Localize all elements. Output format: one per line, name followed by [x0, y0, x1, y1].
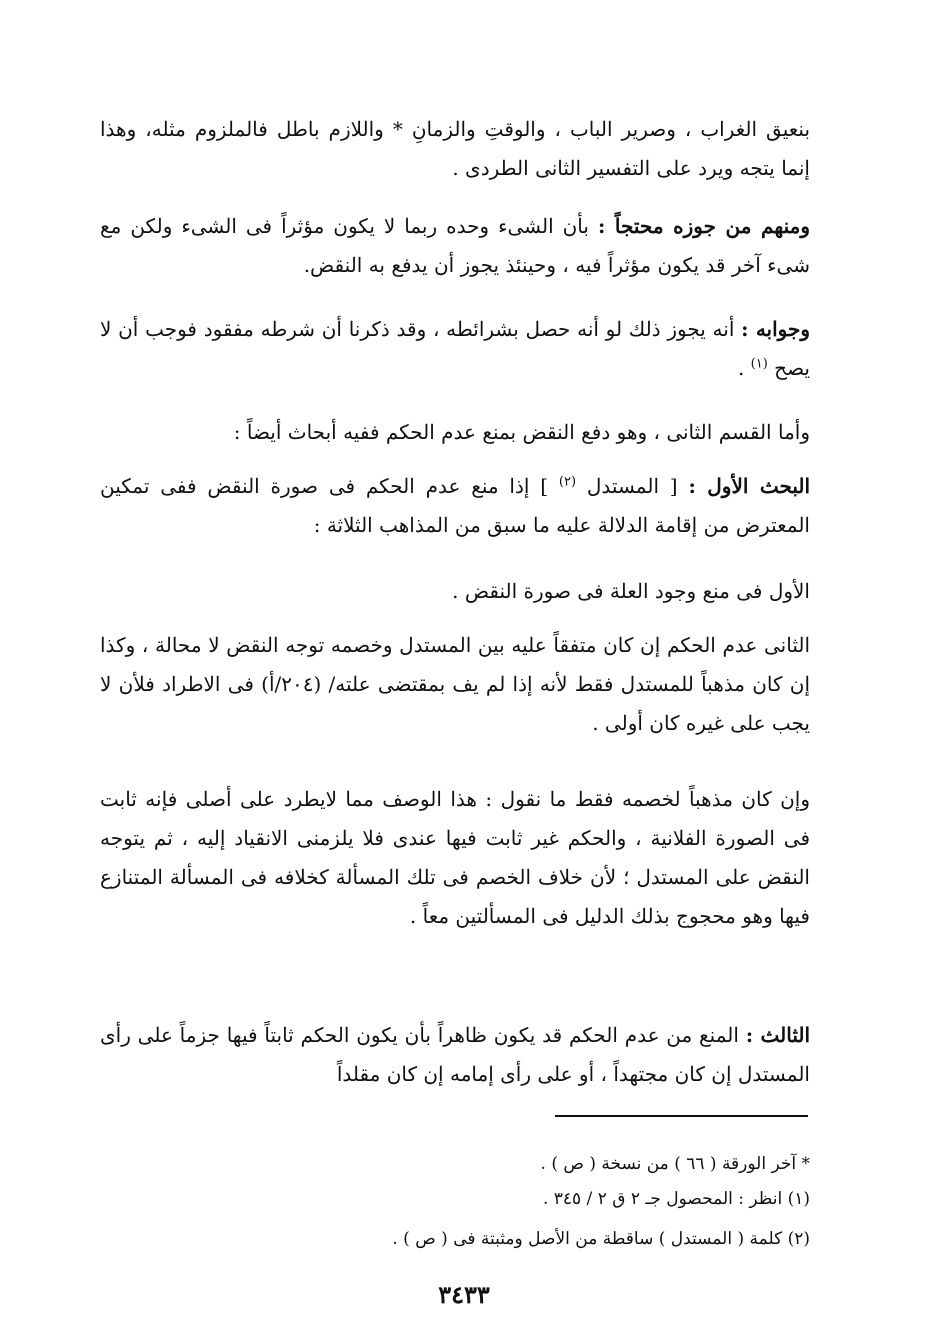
- paragraph-8-line-1: وإن كان مذهباً لخصمه فقط ما نقول : هذا الوصف مما لايطرد على أصلى: [185, 787, 811, 811]
- paragraph-2: [100, 207, 810, 285]
- footnote-ref-1: (١): [750, 356, 768, 372]
- paragraph-1-line-2: مثله، وهذا إنما يتجه ويرد على التفسير الثانى الطردى .: [100, 117, 810, 180]
- paragraph-3-lead: وجوابه :: [741, 317, 811, 341]
- footnote-separator: [555, 1115, 808, 1117]
- paragraph-8-line-5: معاً .: [409, 904, 450, 928]
- paragraph-8: [100, 780, 810, 936]
- footnote-2: (٢) كلمة ( المستدل ) ساقطة من الأصل ومثبتة فى ( ص ) .: [392, 1229, 810, 1249]
- paragraph-3-line-2: فوجب أن لا يصح: [100, 317, 810, 380]
- paragraph-7: [100, 626, 810, 743]
- paragraph-5: [100, 467, 810, 545]
- paragraph-7-line-2: محالة ، وكذا إن كان مذهباً للمستدل فقط لأنه إذا لم يف بمقتضى: [100, 633, 810, 696]
- footnote-1: (١) انظر : المحصول جـ ٢ ق ٢ / ٣٤٥ .: [542, 1189, 810, 1209]
- paragraph-9-line-2: جزماً على رأى المستدل إن كان مجتهداً ، أو على رأى إمامه إن كان مقلداً: [100, 1023, 810, 1086]
- paragraph-6: [100, 572, 810, 611]
- paragraph-3-tail: .: [737, 356, 745, 380]
- footnote-ref-2: (٢): [558, 474, 577, 490]
- paragraph-1-line-1: بنعيق الغراب ، وصرير الباب ، والوقتِ والزمانِ * واللازم باطل فالملزوم: [194, 117, 811, 141]
- paragraph-3: [100, 310, 810, 388]
- paragraph-9-line-1: المنع من عدم الحكم قد يكون ظاهراً بأن يكون الحكم ثابتاً فيها: [226, 1023, 739, 1047]
- paragraph-2-lead: ومنهم من جوزه محتجاً :: [597, 214, 810, 238]
- paragraph-7-line-1: الثانى عدم الحكم إن كان متفقاً عليه بين المستدل وخصمه توجه النقض لا: [208, 633, 810, 657]
- paragraph-9-lead: الثالث :: [745, 1023, 811, 1047]
- paragraph-7-line-3: علته/ (٢٠٤/أ) فى الاطراد فلأن لا يجب على غيره كان أولى .: [100, 672, 810, 735]
- paragraph-5-line-2: تمكين المعترض من إقامة الدلالة عليه ما سبق من المذاهب الثلاثة :: [100, 474, 810, 537]
- paragraph-8-line-3: الانقياد إليه ، ثم يتوجه النقض على المستدل ؛ لأن خلاف الخصم فى تلك: [100, 826, 810, 889]
- footnote-star: * آخر الورقة ( ٦٦ ) من نسخة ( ص ) .: [540, 1154, 810, 1174]
- paragraph-4-line-1: وأما القسم الثانى ، وهو دفع النقض بمنع عدم الحكم ففيه أبحاث أيضاً :: [233, 420, 810, 444]
- paragraph-4: [100, 413, 810, 452]
- paragraph-8-line-2: فإنه ثابت فى الصورة الفلانية ، والحكم غير ثابت فيها عندى فلا يلزمنى: [100, 787, 811, 850]
- paragraph-9: [100, 1016, 810, 1094]
- paragraph-5-line-1: ] إذا منع عدم الحكم فى صورة النقض ففى: [160, 474, 549, 498]
- paragraph-8-line-4: المسألة كخلافه فى المسألة المتنازع فيها وهو محجوج بذلك الدليل فى المسألتين: [100, 865, 810, 928]
- paragraph-6-line-1: الأول فى منع وجود العلة فى صورة النقض .: [452, 579, 810, 603]
- paragraph-5-pre-ref: [ المستدل: [586, 474, 678, 498]
- paragraph-2-line-2: ولكن مع شىء آخر قد يكون مؤثراً فيه ، وحينئذ يجوز أن يدفع به النقض.: [100, 214, 810, 277]
- paragraph-2-line-1: بأن الشىء وحده ربما لا يكون مؤثراً فى الشىء: [181, 214, 589, 238]
- paragraph-1: [100, 110, 810, 188]
- paragraph-5-lead: البحث الأول :: [688, 474, 811, 498]
- page-number: ٣٤٣٣: [438, 1280, 490, 1309]
- paragraph-3-line-1: أنه يجوز ذلك لو أنه حصل بشرائطه ، وقد ذكرنا أن شرطه مفقود: [203, 317, 735, 341]
